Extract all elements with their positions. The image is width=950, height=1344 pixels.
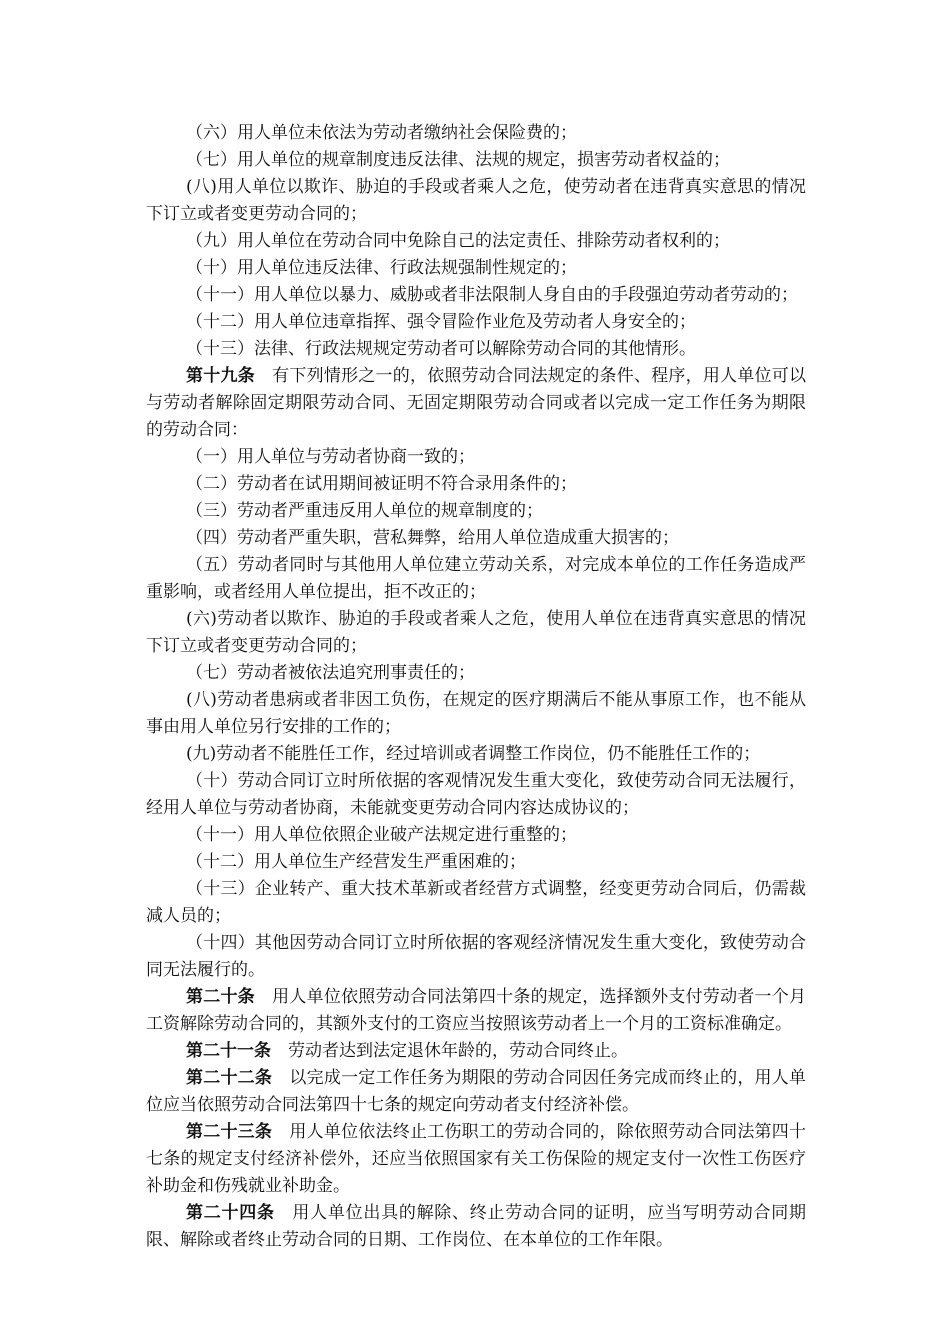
paragraph: [146, 849, 806, 876]
article-paragraph: [146, 1119, 806, 1200]
paragraph: [146, 471, 806, 498]
clause-text: （九）用人单位在劳动合同中免除自己的法定责任、排除劳动者权利的；: [186, 231, 730, 251]
clause-text: （十四）其他因劳动合同订立时所依据的客观经济情况发生重大变化，致使劳动合同无法履行的。: [146, 933, 806, 980]
article-heading: 第二十条: [186, 987, 255, 1007]
article-heading: 第二十三条: [186, 1122, 273, 1142]
clause-text: （十二）用人单位生产经营发生严重困难的；: [186, 852, 526, 872]
clause-text: （一）用人单位与劳动者协商一致的；: [186, 447, 475, 467]
article-text: 用人单位出具的解除、终止劳动合同的证明，应当写明劳动合同期限、解除或者终止劳动合同的日期、工作岗位、在本单位的工作年限。: [146, 1203, 807, 1250]
paragraph: [146, 498, 806, 525]
paragraph: [146, 768, 806, 822]
article-heading: 第二十二条: [186, 1068, 273, 1088]
clause-text: （十二）用人单位违章指挥、强令冒险作业危及劳动者人身安全的；: [186, 312, 696, 332]
clause-text: （二）劳动者在试用期间被证明不符合录用条件的；: [186, 474, 577, 494]
paragraph: [146, 309, 806, 336]
paragraph: [146, 606, 806, 660]
paragraph: [146, 282, 806, 309]
article-text: 用人单位依照劳动合同法第四十条的规定，选择额外支付劳动者一个月工资解除劳动合同的，其额外支付的工资应当按照该劳动者上一个月的工资标准确定。: [146, 987, 807, 1034]
article-paragraph: [146, 984, 806, 1038]
clause-text: （十一）用人单位以暴力、威胁或者非法限制人身自由的手段强迫劳动者劳动的；: [186, 285, 798, 305]
clause-text: （五）劳动者同时与其他用人单位建立劳动关系，对完成本单位的工作任务造成严重影响，或者经用人单位提出，拒不改正的；: [146, 555, 806, 602]
article-text: 劳动者达到法定退休年龄的，劳动合同终止。: [271, 1041, 628, 1061]
clause-text: （十）劳动合同订立时所依据的客观情况发生重大变化，致使劳动合同无法履行，经用人单位与劳动者协商，未能就变更劳动合同内容达成协议的；: [146, 771, 806, 818]
article-paragraph: [146, 1200, 806, 1254]
clause-text: (八)用人单位以欺诈、胁迫的手段或者乘人之危，使劳动者在违背真实意思的情况下订立或者变更劳动合同的；: [146, 177, 806, 224]
paragraph: [146, 228, 806, 255]
article-text: 有下列情形之一的，依照劳动合同法规定的条件、程序，用人单位可以与劳动者解除固定期限劳动合同、无固定期限劳动合同或者以完成一定工作任务为期限的劳动合同：: [146, 366, 807, 440]
article-heading: 第十九条: [186, 366, 255, 386]
paragraph: [146, 444, 806, 471]
article-paragraph: [146, 1065, 806, 1119]
article-paragraph: [146, 1038, 806, 1065]
clause-text: （三）劳动者严重违反用人单位的规章制度的；: [186, 501, 543, 521]
clause-text: (八)劳动者患病或者非因工负伤，在规定的医疗期满后不能从事原工作，也不能从事由用人单位另行安排的工作的；: [146, 690, 806, 737]
paragraph: [146, 174, 806, 228]
paragraph: [146, 147, 806, 174]
paragraph: [146, 741, 806, 768]
article-text: 以完成一定工作任务为期限的劳动合同因任务完成而终止的，用人单位应当依照劳动合同法第四十七条的规定向劳动者支付经济补偿。: [146, 1068, 807, 1115]
clause-text: （十三）企业转产、重大技术革新或者经营方式调整，经变更劳动合同后，仍需裁减人员的；: [146, 879, 806, 926]
clause-text: （七）用人单位的规章制度违反法律、法规的规定，损害劳动者权益的；: [186, 150, 730, 170]
article-heading: 第二十四条: [186, 1203, 275, 1223]
paragraph: [146, 336, 806, 363]
clause-text: （十三）法律、行政法规规定劳动者可以解除劳动合同的其他情形。: [186, 339, 696, 359]
article-heading: 第二十一条: [186, 1041, 271, 1061]
paragraph: [146, 255, 806, 282]
clause-text: （七）劳动者被依法追究刑事责任的；: [186, 663, 475, 683]
paragraph: [146, 525, 806, 552]
paragraph: [146, 876, 806, 930]
paragraph: [146, 822, 806, 849]
clause-text: （六）用人单位未依法为劳动者缴纳社会保险费的；: [186, 123, 577, 143]
paragraph: [146, 930, 806, 984]
article-text: 用人单位依法终止工伤职工的劳动合同的，除依照劳动合同法第四十七条的规定支付经济补偿外，还应当依照国家有关工伤保险的规定支付一次性工伤医疗补助金和伤残就业补助金。: [146, 1122, 807, 1196]
clause-text: （四）劳动者严重失职，营私舞弊，给用人单位造成重大损害的；: [186, 528, 679, 548]
paragraph: [146, 552, 806, 606]
clause-text: (六)劳动者以欺诈、胁迫的手段或者乘人之危，使用人单位在违背真实意思的情况下订立或者变更劳动合同的；: [146, 609, 806, 656]
document-body: [146, 120, 806, 1254]
paragraph: [146, 687, 806, 741]
clause-text: (九)劳动者不能胜任工作，经过培训或者调整工作岗位，仍不能胜任工作的；: [186, 744, 761, 764]
paragraph: [146, 120, 806, 147]
paragraph: [146, 660, 806, 687]
clause-text: （十）用人单位违反法律、行政法规强制性规定的；: [186, 258, 577, 278]
article-paragraph: [146, 363, 806, 444]
clause-text: （十一）用人单位依照企业破产法规定进行重整的；: [186, 825, 577, 845]
